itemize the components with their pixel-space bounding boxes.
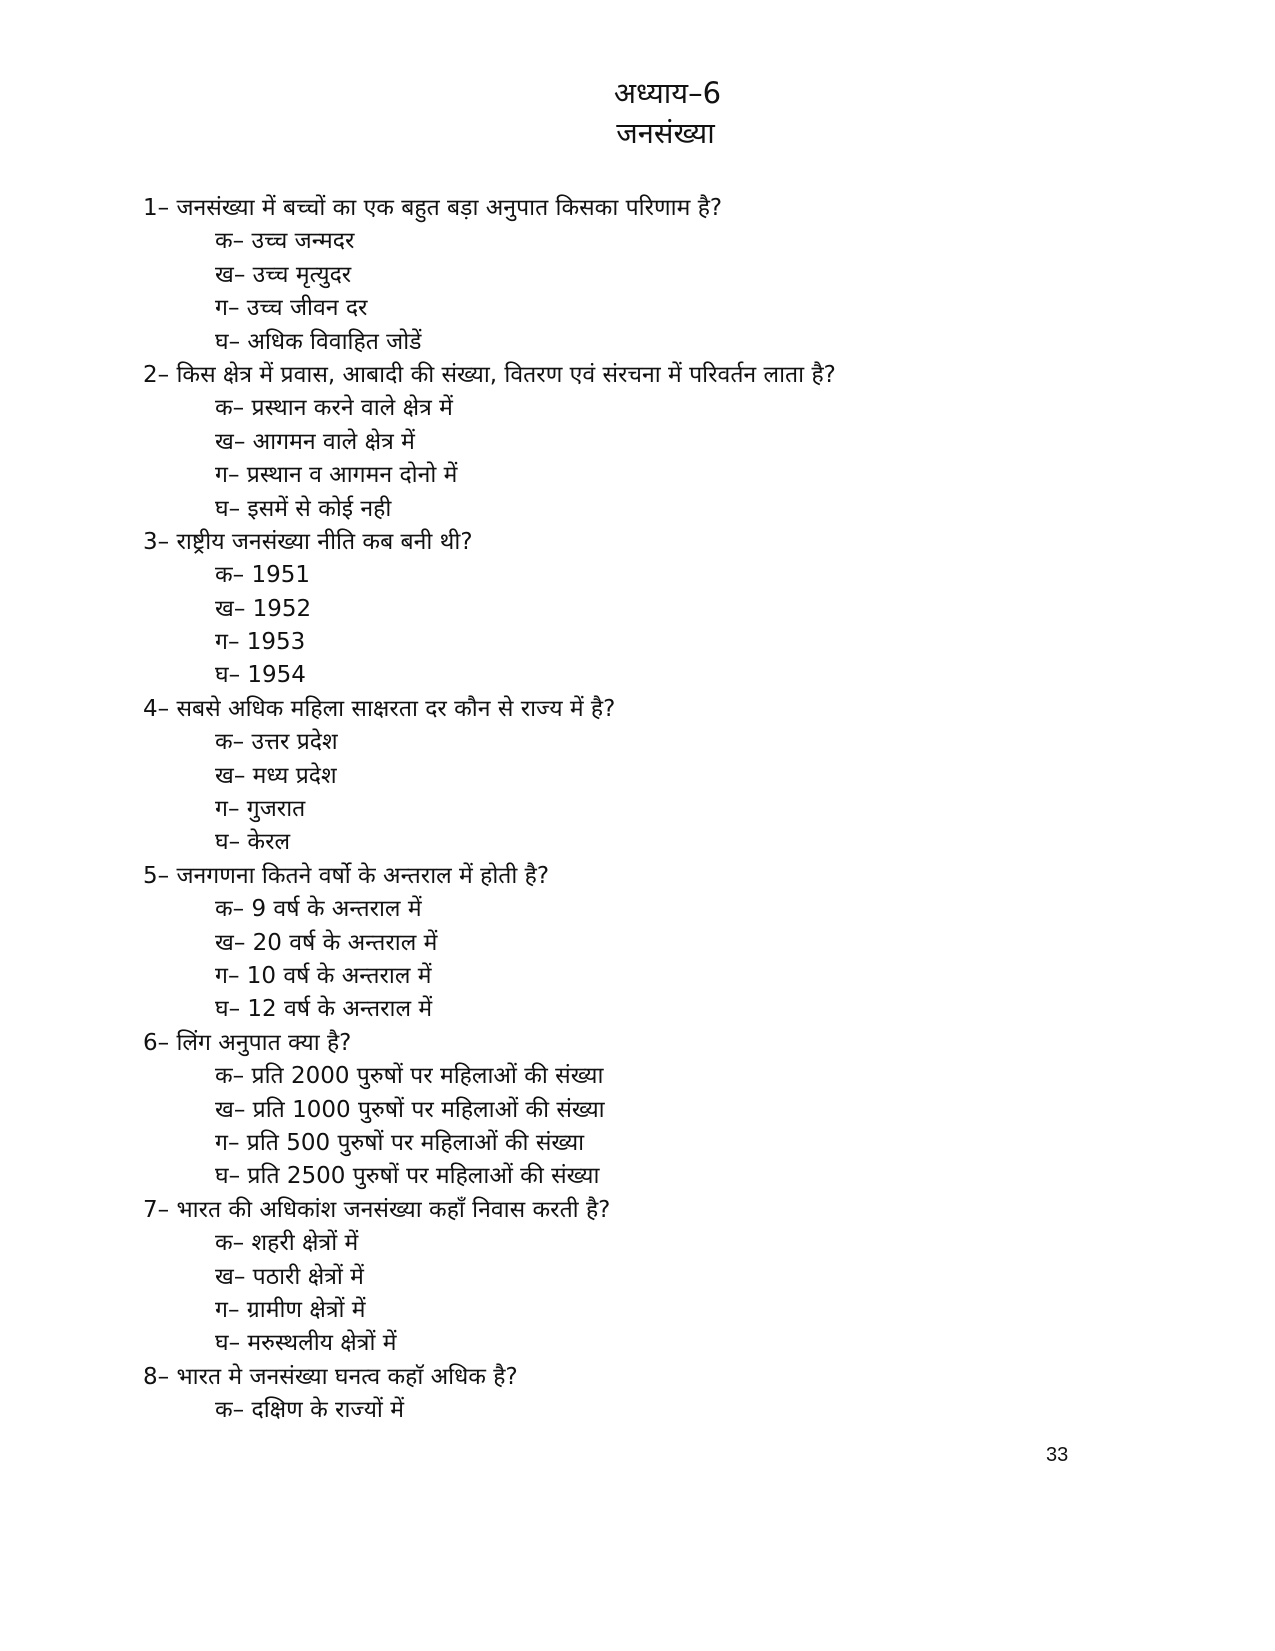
option-text: उच्च मृत्युदर <box>252 261 352 288</box>
question-2 <box>143 359 1143 526</box>
option-ga <box>215 793 1143 826</box>
question-prompt: जनगणना कितने वर्षो के अन्तराल में होती है? <box>176 862 550 889</box>
question-number: 4– <box>143 695 170 722</box>
option-text: प्रति 2000 पुरुषों पर महिलाओं की संख्या <box>251 1063 604 1090</box>
question-8 <box>143 1361 1143 1428</box>
option-ka <box>215 726 1143 759</box>
option-ga <box>215 459 1143 492</box>
question-number: 6– <box>143 1029 170 1056</box>
question-number: 1– <box>143 195 170 221</box>
option-text: ग्रामीण क्षेत्रों में <box>246 1296 366 1323</box>
option-kha <box>215 259 1143 292</box>
option-kha <box>215 426 1143 459</box>
question-prompt: राष्ट्रीय जनसंख्या नीति कब बनी थी? <box>176 528 473 555</box>
option-list <box>143 225 1143 359</box>
option-ga <box>215 1294 1143 1327</box>
option-label: ग– <box>215 1296 240 1323</box>
option-text: 9 वर्ष के अन्तराल में <box>251 896 422 923</box>
option-list <box>143 392 1143 526</box>
question-prompt: भारत की अधिकांश जनसंख्या कहाँ निवास करती है? <box>176 1196 611 1223</box>
question-prompt: किस क्षेत्र में प्रवास, आबादी की संख्या, वितरण एवं संरचना में परिवर्तन लाता है? <box>176 361 836 388</box>
option-gha <box>215 493 1143 526</box>
option-label: घ– <box>215 328 241 355</box>
option-text: केरल <box>247 829 291 856</box>
option-label: क– <box>215 1063 245 1090</box>
option-text: 1953 <box>246 629 306 656</box>
option-gha <box>215 1327 1143 1360</box>
option-text: 20 वर्ष के अन्तराल में <box>252 929 438 956</box>
question-number: 2– <box>143 361 170 388</box>
option-text: मरुस्थलीय क्षेत्रों में <box>247 1330 397 1357</box>
question-4 <box>143 693 1143 860</box>
option-label: ख– <box>215 762 246 789</box>
option-ga <box>215 626 1143 659</box>
question-5 <box>143 860 1143 1027</box>
option-label: घ– <box>215 996 241 1023</box>
option-list <box>143 1060 1143 1194</box>
option-list <box>143 1227 1143 1361</box>
question-text <box>143 359 1143 392</box>
option-ka <box>215 559 1143 592</box>
option-label: घ– <box>215 662 241 689</box>
option-text: 1951 <box>251 562 311 589</box>
option-label: घ– <box>215 1330 241 1357</box>
question-list <box>143 192 1143 1427</box>
option-ka <box>215 1227 1143 1260</box>
question-text <box>143 192 1143 225</box>
option-ka <box>215 392 1143 425</box>
option-label: क– <box>215 395 245 422</box>
option-label: घ– <box>215 495 241 522</box>
option-list <box>143 559 1143 693</box>
option-label: क– <box>215 228 245 255</box>
option-text: 1952 <box>252 595 312 622</box>
option-text: प्रति 1000 पुरुषों पर महिलाओं की संख्या <box>252 1096 605 1123</box>
option-label: ग– <box>215 295 240 322</box>
option-kha <box>215 927 1143 960</box>
chapter-heading: अध्याय–6 <box>613 76 722 110</box>
option-text: मध्य प्रदेश <box>252 762 337 789</box>
option-kha <box>215 760 1143 793</box>
question-text <box>143 526 1143 559</box>
question-3 <box>143 526 1143 693</box>
option-label: क– <box>215 562 245 589</box>
option-label: ग– <box>215 1129 240 1156</box>
option-text: 12 वर्ष के अन्तराल में <box>247 996 433 1023</box>
chapter-title: जनसंख्या <box>616 116 715 150</box>
option-label: क– <box>215 1397 245 1424</box>
option-label: ग– <box>215 462 240 489</box>
option-text: पठारी क्षेत्रों में <box>252 1263 364 1290</box>
option-label: ग– <box>215 796 240 823</box>
option-list <box>143 1394 1143 1427</box>
option-gha <box>215 1160 1143 1193</box>
option-ga <box>215 960 1143 993</box>
option-label: ख– <box>215 428 246 455</box>
question-prompt: जनसंख्या में बच्चों का एक बहुत बड़ा अनुपात किसका परिणाम है? <box>176 195 723 221</box>
option-label: ग– <box>215 962 240 989</box>
option-ka <box>215 893 1143 926</box>
page-number: 33 <box>1046 1444 1069 1466</box>
option-text: इसमें से कोई नही <box>247 495 392 522</box>
question-6 <box>143 1027 1143 1194</box>
option-label: घ– <box>215 1163 241 1190</box>
option-text: आगमन वाले क्षेत्र में <box>252 428 415 455</box>
question-prompt: सबसे अधिक महिला साक्षरता दर कौन से राज्य में है? <box>176 695 616 722</box>
option-text: 1954 <box>247 662 306 689</box>
question-number: 7– <box>143 1196 170 1223</box>
question-prompt: भारत मे जनसंख्या घनत्व कहाॅ अधिक है? <box>176 1363 518 1390</box>
option-kha <box>215 1261 1143 1294</box>
question-prompt: लिंग अनुपात क्या है? <box>176 1029 352 1056</box>
option-text: उच्च जन्मदर <box>251 228 355 255</box>
option-label: ख– <box>215 929 246 956</box>
option-text: 10 वर्ष के अन्तराल में <box>246 962 432 989</box>
option-text: प्रस्थान करने वाले क्षेत्र में <box>251 395 453 422</box>
question-text <box>143 693 1143 726</box>
question-text <box>143 1027 1143 1060</box>
option-ka <box>215 1394 1143 1427</box>
option-label: ख– <box>215 1096 246 1123</box>
question-text <box>143 1194 1143 1227</box>
option-ga <box>215 292 1143 325</box>
option-gha <box>215 326 1143 359</box>
page-header <box>0 74 1275 152</box>
option-label: ग– <box>215 629 240 656</box>
option-gha <box>215 993 1143 1026</box>
option-text: प्रति 2500 पुरुषों पर महिलाओं की संख्या <box>247 1163 600 1190</box>
option-text: शहरी क्षेत्रों में <box>251 1230 359 1257</box>
option-label: क– <box>215 729 245 756</box>
option-text: गुजरात <box>246 796 306 823</box>
option-ga <box>215 1127 1143 1160</box>
option-label: ख– <box>215 1263 246 1290</box>
question-1 <box>143 192 1143 359</box>
option-gha <box>215 659 1143 692</box>
option-ka <box>215 1060 1143 1093</box>
option-text: प्रति 500 पुरुषों पर महिलाओं की संख्या <box>246 1129 585 1156</box>
option-label: क– <box>215 896 245 923</box>
option-text: अधिक विवाहित जोडें <box>247 328 422 355</box>
option-text: उत्तर प्रदेश <box>251 729 338 756</box>
option-list <box>143 893 1143 1027</box>
option-kha <box>215 593 1143 626</box>
question-number: 8– <box>143 1363 170 1390</box>
option-kha <box>215 1094 1143 1127</box>
question-number: 5– <box>143 862 170 889</box>
option-ka <box>215 225 1143 258</box>
option-text: दक्षिण के राज्यों में <box>251 1397 404 1424</box>
option-list <box>143 726 1143 860</box>
question-text <box>143 1361 1143 1394</box>
option-label: क– <box>215 1230 245 1257</box>
question-text <box>143 860 1143 893</box>
option-label: ख– <box>215 595 246 622</box>
question-number: 3– <box>143 528 170 555</box>
option-label: घ– <box>215 829 241 856</box>
option-text: उच्च जीवन दर <box>246 295 368 322</box>
option-gha <box>215 826 1143 859</box>
option-label: ख– <box>215 261 246 288</box>
question-7 <box>143 1194 1143 1361</box>
option-text: प्रस्थान व आगमन दोनो में <box>246 462 458 489</box>
